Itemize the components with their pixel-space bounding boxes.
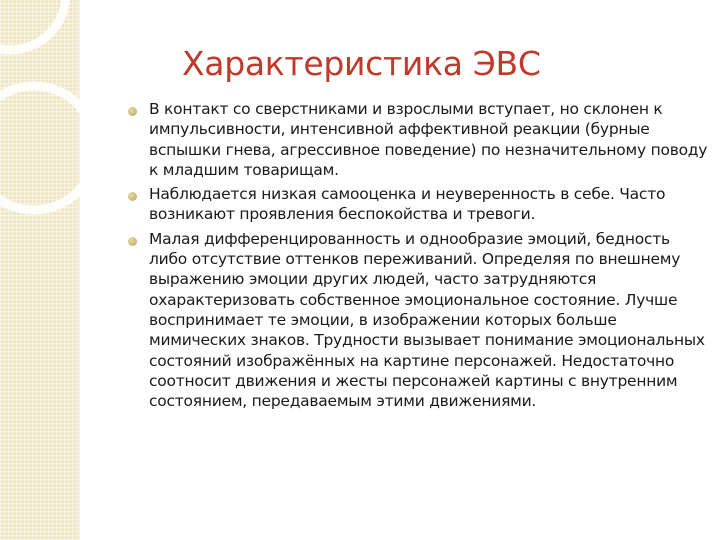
bullet-icon xyxy=(128,237,137,246)
bullet-list xyxy=(149,99,709,415)
list-item xyxy=(149,229,709,412)
bullet-text: Наблюдается низкая самооценка и неуверенность в себе. Часто возникают проявления беспокойства и тревоги. xyxy=(149,185,666,224)
decorative-rings xyxy=(0,0,140,260)
slide-title: Характеристика ЭВС xyxy=(182,44,541,83)
bullet-text: Малая дифференцированность и однообразие эмоций, бедность либо отсутствие оттенков переживаний. Определяя по внешнему выражению эмоции других людей, часто затрудняются охарактеризовать собственное эмоциональное состояние. Лучше воспринимает те эмоции, в изображении которых больше мимических знаков. Трудности вызывает понимание эмоциональных состояний изображённых на картине персонажей. Недостаточно соотносит движения и жесты персонажей картины с внутренним состоянием, передаваемым этими движениями. xyxy=(149,229,705,411)
list-item xyxy=(149,99,709,180)
list-item xyxy=(149,184,709,225)
bullet-text: В контакт со сверстниками и взрослыми вступает, но склонен к импульсивности, интенсивной аффективной реакции (бурные вспышки гнева, агрессивное поведение) по незначительному поводу к младшим товарищам. xyxy=(149,100,708,179)
bullet-icon xyxy=(128,107,137,116)
